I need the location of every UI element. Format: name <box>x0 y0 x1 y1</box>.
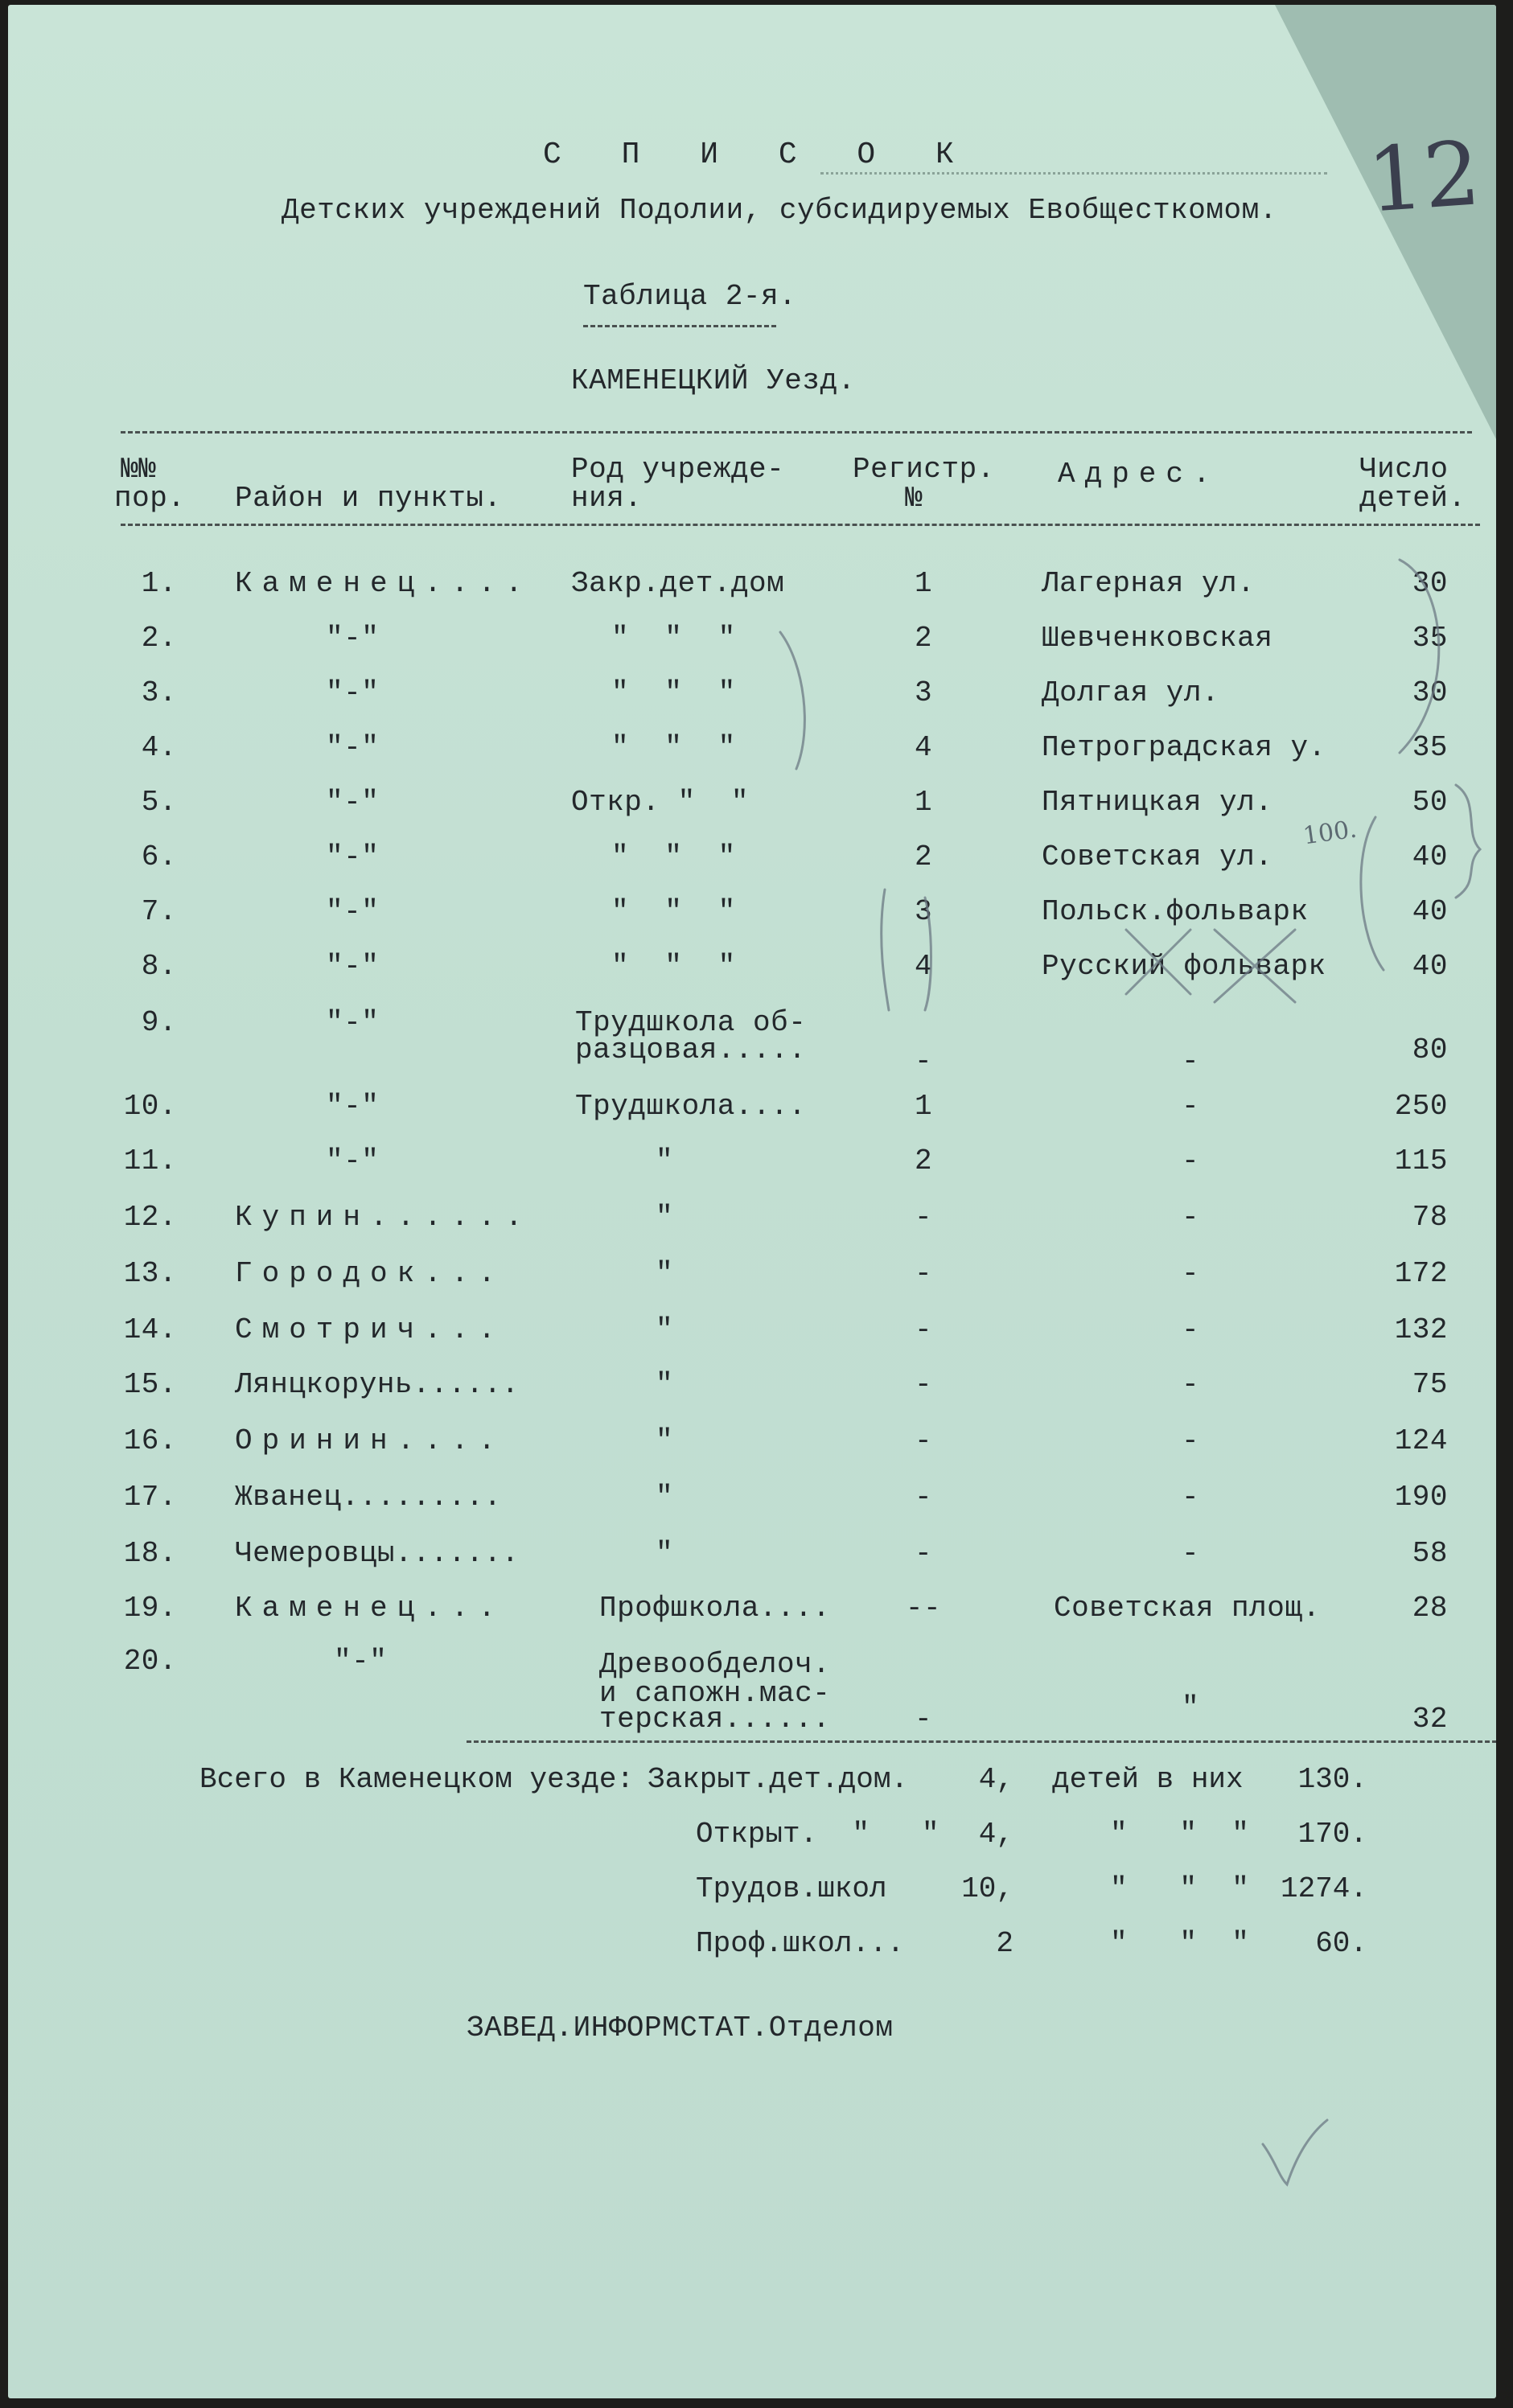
row-count: 30 <box>1412 676 1448 709</box>
row-count: 115 <box>1394 1144 1448 1177</box>
col-type-header-1: Род учрежде- <box>571 453 785 486</box>
row-count: 190 <box>1394 1481 1448 1514</box>
pencil-bracket-left <box>1361 817 1383 970</box>
row-count: 80 <box>1412 1033 1448 1066</box>
row-reg: - <box>914 1481 933 1514</box>
row-type: " " " <box>611 840 736 873</box>
row-area: "-" <box>334 1645 388 1678</box>
row-count: 28 <box>1412 1592 1448 1625</box>
row-area: Каменец.... <box>235 567 532 600</box>
row-reg: 2 <box>914 1144 933 1177</box>
pencil-bracket-brace <box>1456 785 1480 898</box>
row-type: " " " <box>611 731 736 764</box>
totals-value: 60. <box>1315 1927 1367 1960</box>
row-reg: 2 <box>914 622 933 655</box>
document-title: С П И С О К <box>543 138 975 172</box>
row-reg: - <box>914 1424 933 1457</box>
totals-label: Закрыт.дет.дом. <box>648 1763 909 1796</box>
row-area: Чемеровцы....... <box>235 1537 520 1570</box>
totals-qty: 10, <box>961 1872 1013 1905</box>
row-type: " " " <box>611 950 736 983</box>
row-reg: 3 <box>914 676 933 709</box>
totals-label: Открыт. " " <box>696 1818 939 1851</box>
row-type: " <box>656 1368 674 1401</box>
row-address: Долгая ул. <box>1042 676 1220 709</box>
row-type: " <box>656 1201 674 1234</box>
row-address: - <box>1181 1424 1200 1457</box>
totals-children: " " " <box>1110 1927 1249 1960</box>
row-count: 40 <box>1412 950 1448 983</box>
totals-qty: 4, <box>978 1818 1013 1851</box>
row-reg: -- <box>905 1592 942 1625</box>
col-type-header-2: ния. <box>571 482 643 515</box>
col-num-header-1: №№ <box>121 453 157 486</box>
row-reg: - <box>914 1703 933 1736</box>
row-address: - <box>1181 1537 1200 1570</box>
row-count: 58 <box>1412 1537 1448 1570</box>
totals-value: 170. <box>1297 1818 1367 1851</box>
col-num-header-2: пор. <box>114 482 186 515</box>
row-reg: 4 <box>914 950 933 983</box>
district-name: КАМЕНЕЦКИЙ Уезд. <box>571 364 856 397</box>
row-number: 11. <box>123 1144 177 1177</box>
row-type: " " " <box>611 676 736 709</box>
totals-value: 130. <box>1297 1763 1367 1796</box>
row-reg: 1 <box>914 1090 933 1123</box>
row-number: 1. <box>141 567 177 600</box>
table-bottom-rule <box>467 1740 1496 1743</box>
pencil-mark-column <box>882 890 889 1010</box>
totals-qty: 4, <box>978 1763 1013 1796</box>
row-address: - <box>1181 1045 1200 1078</box>
row-address: - <box>1181 1368 1200 1401</box>
row-reg: - <box>914 1368 933 1401</box>
row-address: - <box>1181 1090 1200 1123</box>
row-address: Шевченковская <box>1042 622 1273 655</box>
row-address: - <box>1181 1257 1200 1290</box>
pencil-checkmark <box>1263 2120 1327 2184</box>
row-area: "-" <box>326 1006 380 1039</box>
row-count: 40 <box>1412 895 1448 928</box>
pencil-mark-column-2 <box>780 632 804 769</box>
row-area: Смотрич... <box>235 1313 506 1346</box>
row-address: Пятницкая ул. <box>1042 786 1273 819</box>
row-number: 17. <box>123 1481 177 1514</box>
row-count: 35 <box>1412 731 1448 764</box>
row-number: 5. <box>141 786 177 819</box>
row-area: "-" <box>326 731 380 764</box>
row-address: - <box>1181 1201 1200 1234</box>
row-type: " <box>656 1424 674 1457</box>
row-address: Польск.фольварк <box>1042 895 1309 928</box>
row-type-cont: разцовая..... <box>575 1033 807 1066</box>
row-reg: 1 <box>914 567 933 600</box>
document-sheet <box>8 5 1496 2398</box>
row-area: "-" <box>326 1090 380 1123</box>
row-reg: - <box>914 1537 933 1570</box>
totals-children: " " " <box>1110 1872 1249 1905</box>
row-area: Каменец... <box>235 1592 506 1625</box>
row-type-cont: и сапожн.мас- <box>599 1677 831 1710</box>
totals-label: Проф.школ... <box>696 1927 905 1960</box>
row-reg: - <box>914 1045 933 1078</box>
row-type: Откр. " " <box>571 786 750 819</box>
row-reg: - <box>914 1257 933 1290</box>
row-type: Древообделоч. <box>599 1648 831 1681</box>
row-count: 132 <box>1394 1313 1448 1346</box>
row-count: 32 <box>1412 1703 1448 1736</box>
row-type-cont: терская...... <box>599 1703 831 1736</box>
row-number: 4. <box>141 731 177 764</box>
totals-children: детей в них <box>1052 1763 1244 1796</box>
row-type: " <box>656 1144 674 1177</box>
table-top-rule <box>121 431 1472 434</box>
row-reg: - <box>914 1201 933 1234</box>
row-address: Петроградская у. <box>1042 731 1326 764</box>
row-address: - <box>1181 1481 1200 1514</box>
table-label-underline <box>583 325 776 327</box>
row-area: "-" <box>326 676 380 709</box>
row-count: 50 <box>1412 786 1448 819</box>
row-address: Советская площ. <box>1054 1592 1321 1625</box>
row-reg: 3 <box>914 895 933 928</box>
row-area: Лянцкорунь...... <box>235 1368 520 1401</box>
row-address: " <box>1181 1691 1200 1724</box>
row-type: " " " <box>611 622 736 655</box>
row-number: 13. <box>123 1257 177 1290</box>
row-number: 15. <box>123 1368 177 1401</box>
row-area: "-" <box>326 1144 380 1177</box>
table-label: Таблица 2-я. <box>583 280 797 313</box>
row-area: "-" <box>326 895 380 928</box>
row-reg: 2 <box>914 840 933 873</box>
row-count: 78 <box>1412 1201 1448 1234</box>
signature-line: ЗАВЕД.ИНФОРМСТАТ.Отделом <box>467 2011 894 2044</box>
totals-label: Трудов.школ <box>696 1872 887 1905</box>
row-type: Трудшкола.... <box>575 1090 807 1123</box>
row-type: " " " <box>611 895 736 928</box>
row-address: Русский фольварк <box>1042 950 1326 983</box>
row-number: 20. <box>123 1645 177 1678</box>
row-address: - <box>1181 1313 1200 1346</box>
totals-children: " " " <box>1110 1818 1249 1851</box>
col-reg-header-1: Регистр. <box>853 453 995 486</box>
row-area: Купин...... <box>235 1201 532 1234</box>
row-count: 40 <box>1412 840 1448 873</box>
col-count-header-2: детей. <box>1359 482 1466 515</box>
row-type: " <box>656 1313 674 1346</box>
title-dotted-line <box>820 172 1327 175</box>
row-number: 3. <box>141 676 177 709</box>
row-reg: 1 <box>914 786 933 819</box>
page-number: 12 <box>1363 121 1484 232</box>
row-number: 19. <box>123 1592 177 1625</box>
row-area: Городок... <box>235 1257 506 1290</box>
row-type: " <box>656 1257 674 1290</box>
row-type: " <box>656 1481 674 1514</box>
col-area-header: Район и пункты. <box>235 482 502 515</box>
row-number: 16. <box>123 1424 177 1457</box>
row-number: 2. <box>141 622 177 655</box>
row-number: 9. <box>141 1006 177 1039</box>
row-area: "-" <box>326 786 380 819</box>
row-count: 75 <box>1412 1368 1448 1401</box>
row-type: Профшкола.... <box>599 1592 831 1625</box>
row-address: Советская ул. <box>1042 840 1273 873</box>
document-subtitle: Детских учреждений Подолии, субсидируемых Евобщесткомом. <box>282 194 1277 227</box>
row-number: 18. <box>123 1537 177 1570</box>
row-area: Жванец......... <box>235 1481 502 1514</box>
row-area: Оринин.... <box>235 1424 506 1457</box>
row-address: - <box>1181 1144 1200 1177</box>
margin-note-100: 100. <box>1301 815 1359 851</box>
row-reg: - <box>914 1313 933 1346</box>
row-number: 14. <box>123 1313 177 1346</box>
row-type: " <box>656 1537 674 1570</box>
row-count: 124 <box>1394 1424 1448 1457</box>
table-header-rule <box>121 524 1480 526</box>
row-count: 35 <box>1412 622 1448 655</box>
col-reg-header-2: № <box>905 482 923 515</box>
row-type: Закр.дет.дом <box>571 567 785 600</box>
row-number: 7. <box>141 895 177 928</box>
row-number: 12. <box>123 1201 177 1234</box>
row-area: "-" <box>326 622 380 655</box>
col-count-header-1: Число <box>1359 453 1449 486</box>
row-number: 6. <box>141 840 177 873</box>
row-count: 172 <box>1394 1257 1448 1290</box>
totals-value: 1274. <box>1280 1872 1367 1905</box>
row-reg: 4 <box>914 731 933 764</box>
row-area: "-" <box>326 950 380 983</box>
row-count: 30 <box>1412 567 1448 600</box>
col-addr-header: Адрес. <box>1058 458 1220 491</box>
row-count: 250 <box>1394 1090 1448 1123</box>
row-address: Лагерная ул. <box>1042 567 1256 600</box>
row-area: "-" <box>326 840 380 873</box>
totals-qty: 2 <box>996 1927 1013 1960</box>
row-type: Трудшкола об- <box>575 1006 807 1039</box>
row-number: 8. <box>141 950 177 983</box>
row-number: 10. <box>123 1090 177 1123</box>
totals-intro: Всего в Каменецком уезде: <box>199 1763 635 1796</box>
